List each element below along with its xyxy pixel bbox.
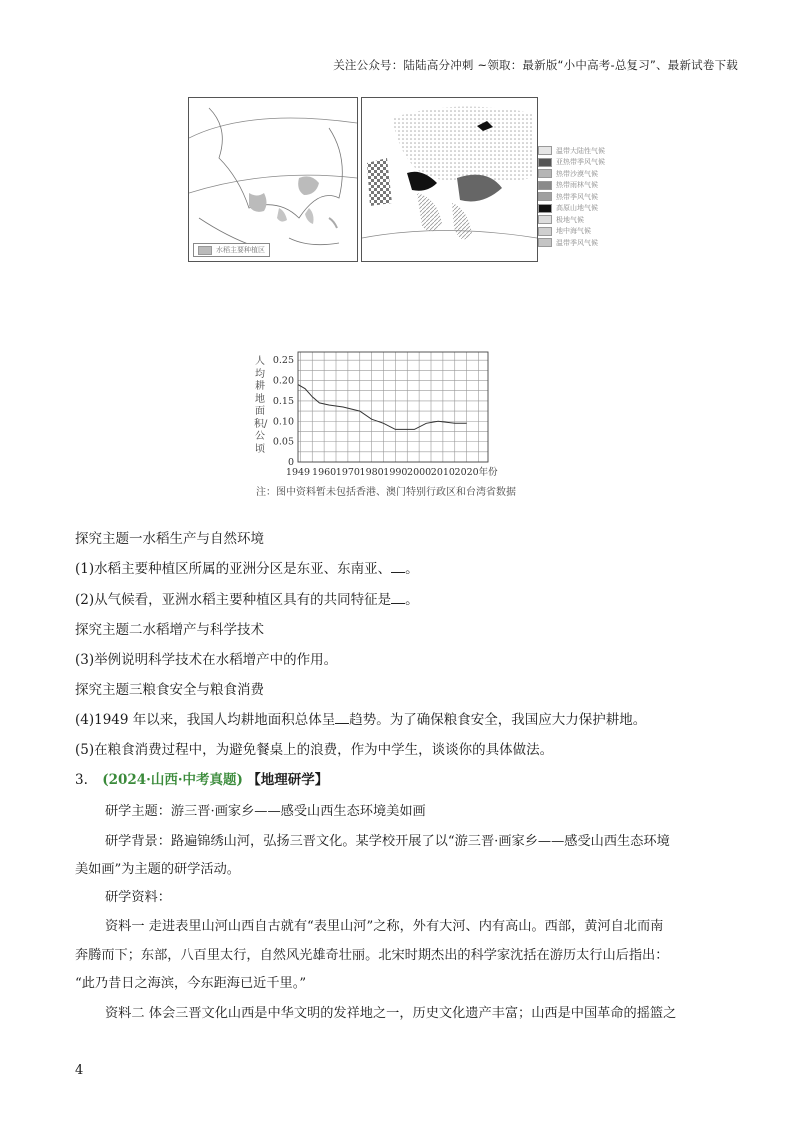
rice-area-swatch bbox=[198, 246, 212, 255]
research-theme: 研学主题：游三晋·画家乡——感受山西生态环境美如画 bbox=[105, 804, 426, 819]
climate-map-drawing bbox=[362, 98, 537, 261]
y-tick-label: 0.25 bbox=[272, 355, 294, 367]
climate-swatch bbox=[538, 169, 552, 178]
climate-legend-item bbox=[538, 226, 618, 238]
climate-swatch bbox=[538, 146, 552, 155]
question-4 bbox=[75, 708, 646, 728]
question-1-text: (1)水稻主要种植区所属的亚洲分区是东亚、东南亚、 bbox=[75, 561, 392, 577]
climate-legend bbox=[538, 145, 618, 249]
y-tick-label: 0.20 bbox=[272, 375, 294, 387]
rice-map-legend-label: 水稻主要种植区 bbox=[216, 246, 265, 254]
climate-legend-label: 高原山地气候 bbox=[556, 204, 598, 213]
question-5: (5)在粮食消费过程中，为避免餐桌上的浪费，作为中学生，谈谈你的具体做法。 bbox=[75, 742, 554, 758]
climate-swatch bbox=[538, 192, 552, 201]
climate-legend-item bbox=[538, 237, 618, 249]
rice-area-map bbox=[188, 97, 358, 262]
climate-legend-label: 地中海气候 bbox=[556, 227, 591, 236]
problem-3-number: 3. bbox=[75, 772, 88, 788]
theme-3: 探究主题三粮食安全与粮食消费 bbox=[75, 682, 264, 698]
question-2-end: 。 bbox=[405, 592, 419, 608]
climate-legend-item bbox=[538, 157, 618, 169]
material-1-line-1: 资料一 走进表里山河山西自古就有“表里山河”之称，外有大河、内有高山。西部，黄河自北而南 bbox=[105, 919, 664, 934]
theme-1: 探究主题一水稻生产与自然环境 bbox=[75, 531, 264, 547]
chart-y-axis-label: 人均耕地面积/公顷 bbox=[254, 356, 268, 455]
x-tick-label: 2020 bbox=[454, 467, 479, 478]
climate-legend-label: 极地气候 bbox=[556, 215, 584, 224]
climate-swatch bbox=[538, 158, 552, 167]
climate-legend-item bbox=[538, 214, 618, 226]
answer-blank-1[interactable] bbox=[391, 560, 405, 573]
rice-map-drawing bbox=[189, 98, 357, 261]
y-tick-label: 0.05 bbox=[272, 436, 294, 448]
question-2 bbox=[75, 588, 419, 608]
problem-3-source: (2024·山西·中考真题) bbox=[102, 772, 243, 788]
research-background-cont: 美如画”为主题的研学活动。 bbox=[75, 862, 240, 877]
x-tick-label: 1949 bbox=[285, 467, 311, 478]
series-line bbox=[298, 385, 467, 430]
climate-legend-label: 温带大陆性气候 bbox=[556, 146, 605, 155]
y-tick-label: 0.10 bbox=[272, 416, 294, 428]
question-2-text: (2)从气候看，亚洲水稻主要种植区具有的共同特征是 bbox=[75, 592, 392, 608]
question-3: (3)举例说明科学技术在水稻增产中的作用。 bbox=[75, 652, 338, 668]
climate-legend-item bbox=[538, 203, 618, 215]
x-tick-label: 1980 bbox=[359, 467, 384, 478]
x-tick-label: 2010 bbox=[430, 467, 455, 478]
plot-frame bbox=[298, 352, 488, 462]
climate-legend-item bbox=[538, 191, 618, 203]
answer-blank-2[interactable] bbox=[391, 591, 405, 604]
climate-legend-item bbox=[538, 145, 618, 157]
question-4-text-2: 趋势。为了确保粮食安全，我国应大力保护耕地。 bbox=[349, 712, 647, 728]
climate-legend-label: 热带沙漠气候 bbox=[556, 169, 598, 178]
climate-map bbox=[361, 97, 538, 262]
research-materials: 研学资料： bbox=[105, 890, 171, 905]
climate-swatch bbox=[538, 204, 552, 213]
material-2-line-1: 资料二 体会三晋文化山西是中华文明的发祥地之一，历史文化遗产丰富；山西是中国革命的摇篮之 bbox=[105, 1006, 677, 1021]
climate-swatch bbox=[538, 238, 552, 247]
climate-swatch bbox=[538, 181, 552, 190]
question-1 bbox=[75, 557, 419, 577]
climate-swatch bbox=[538, 227, 552, 236]
x-tick-label: 1970 bbox=[335, 467, 360, 478]
x-axis-unit: 年份 bbox=[478, 467, 498, 478]
climate-legend-label: 温带季风气候 bbox=[556, 238, 598, 247]
climate-swatch bbox=[538, 215, 552, 224]
y-tick-label: 0 bbox=[287, 457, 294, 468]
question-1-end: 。 bbox=[405, 561, 419, 577]
research-background: 研学背景：路遍锦绣山河，弘扬三晋文化。某学校开展了以“游三晋·画家乡——感受山西生态环境 bbox=[105, 834, 670, 849]
question-4-text: (4)1949 年以来，我国人均耕地面积总体呈 bbox=[75, 712, 336, 728]
page-header: 关注公众号：陆陆高分冲刺 ~领取：最新版“小中高考-总复习”、最新试卷下载 bbox=[333, 58, 738, 72]
climate-legend-item bbox=[538, 180, 618, 192]
farmland-line-chart bbox=[248, 342, 558, 497]
asia-maps-figure bbox=[188, 97, 608, 261]
x-tick-label: 1960 bbox=[312, 467, 337, 478]
climate-legend-label: 热带季风气候 bbox=[556, 192, 598, 201]
answer-blank-4[interactable] bbox=[335, 711, 349, 724]
x-tick-label: 2000 bbox=[407, 467, 432, 478]
problem-3-heading bbox=[75, 768, 328, 788]
page-number: 4 bbox=[75, 1063, 84, 1078]
theme-2: 探究主题二水稻增产与科学技术 bbox=[75, 622, 264, 638]
material-1-line-2: 奔腾而下；东部，八百里太行，自然风光雄奇壮丽。北宋时期杰出的科学家沈括在游历太行山后指出： bbox=[75, 948, 669, 963]
climate-legend-item bbox=[538, 168, 618, 180]
climate-legend-label: 热带雨林气候 bbox=[556, 181, 598, 190]
material-1-line-3: “此乃昔日之海滨，今东距海已近千里。” bbox=[75, 976, 307, 991]
x-tick-label: 1990 bbox=[383, 467, 408, 478]
climate-legend-label: 亚热带季风气候 bbox=[556, 158, 605, 167]
chart-svg bbox=[248, 342, 558, 482]
problem-3-tag: 【地理研学】 bbox=[247, 772, 329, 788]
chart-note: 注：图中资料暂未包括香港、澳门特别行政区和台湾省数据 bbox=[256, 487, 516, 498]
rice-map-legend bbox=[193, 243, 270, 257]
y-tick-label: 0.15 bbox=[272, 395, 294, 407]
